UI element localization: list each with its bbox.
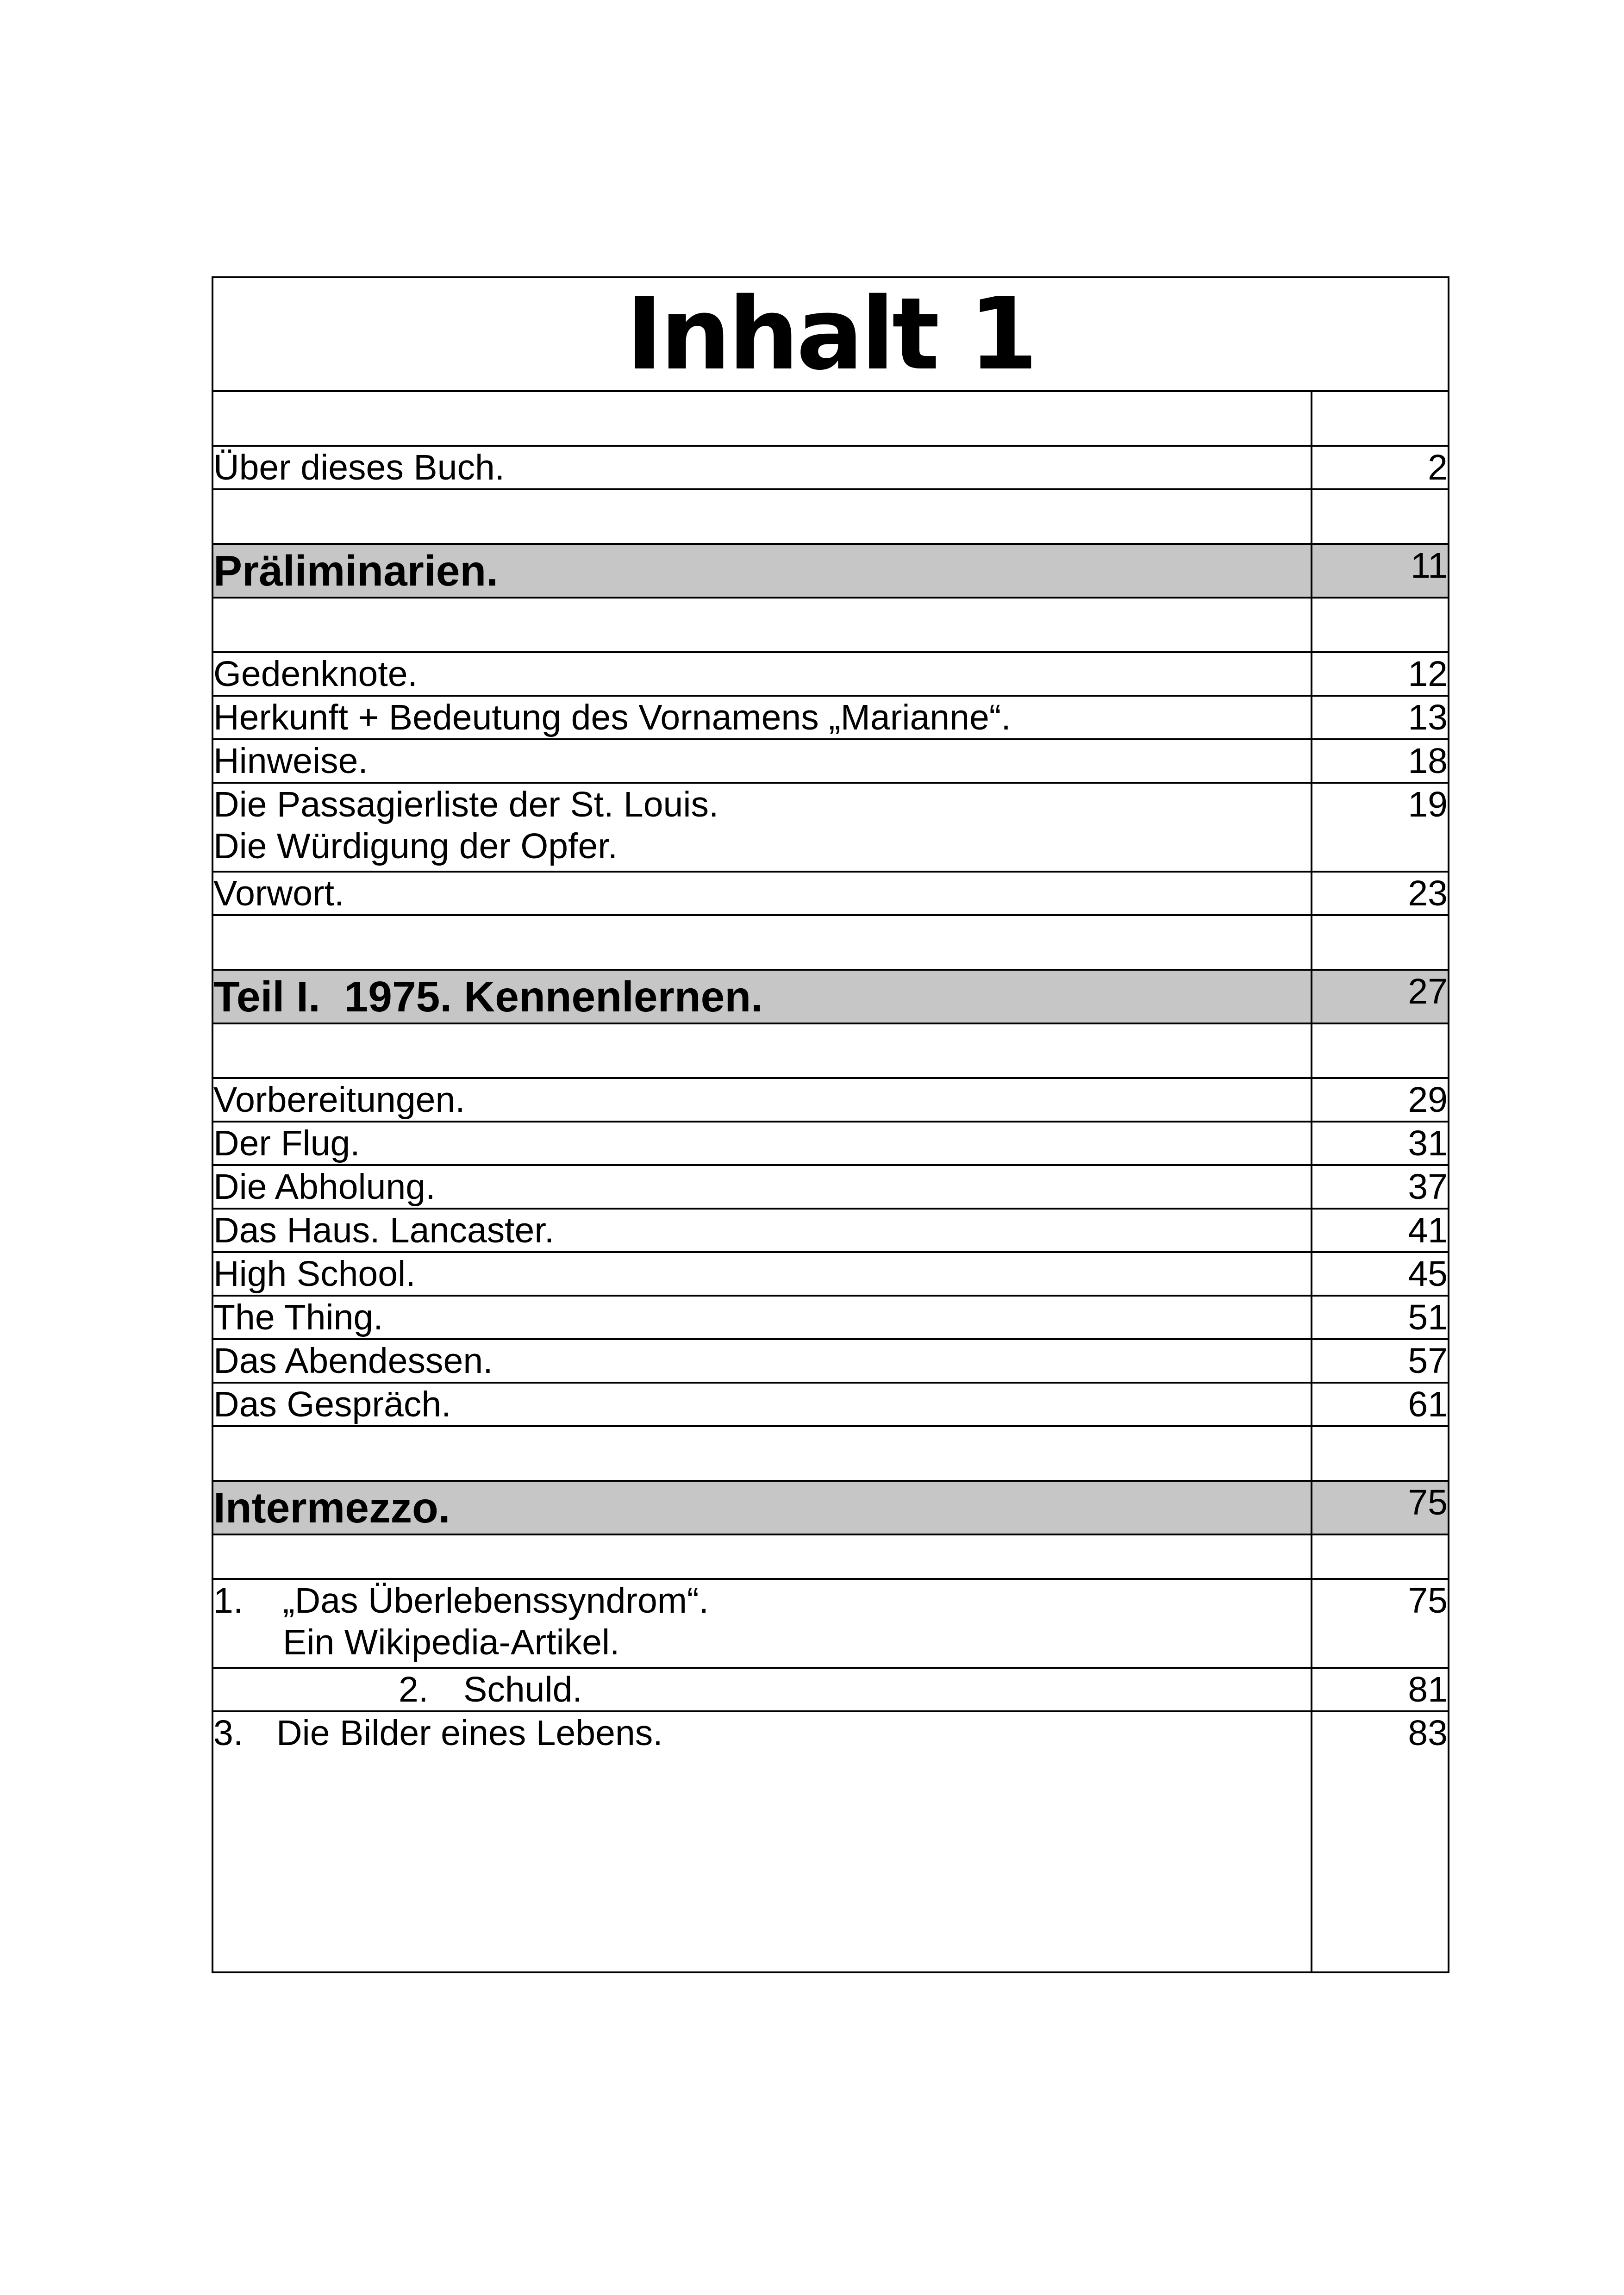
spacer-row bbox=[212, 1426, 1449, 1481]
section-title: Teil I. 1975. Kennenlernen. bbox=[212, 970, 1312, 1023]
entry-title-cell bbox=[212, 1579, 1312, 1668]
entry-title-cell bbox=[212, 1711, 1312, 1972]
section-title: Präliminarien. bbox=[212, 544, 1312, 598]
toc-entry bbox=[212, 696, 1449, 739]
entry-title: Gedenknote. bbox=[212, 652, 1312, 696]
toc-entry bbox=[212, 739, 1449, 783]
page-title: Inhalt 1 bbox=[212, 277, 1449, 391]
entry-title: Über dieses Buch. bbox=[212, 446, 1312, 489]
entry-title: Die Abholung. bbox=[212, 1165, 1312, 1209]
entry-page: 18 bbox=[1312, 739, 1449, 783]
toc-entry bbox=[212, 1579, 1449, 1668]
entry-title: Die Passagierliste der St. Louis. bbox=[213, 785, 719, 824]
entry-title: Hinweise. bbox=[212, 739, 1312, 783]
section-heading bbox=[212, 970, 1449, 1023]
entry-page: 83 bbox=[1312, 1711, 1449, 1972]
entry-title-cell bbox=[212, 783, 1312, 872]
section-page: 11 bbox=[1312, 544, 1449, 598]
toc-entry bbox=[212, 1339, 1449, 1383]
entry-page: 13 bbox=[1312, 696, 1449, 739]
entry-page: 45 bbox=[1312, 1252, 1449, 1296]
toc-entry bbox=[212, 446, 1449, 489]
entry-title-line2: Ein Wikipedia-Artikel. bbox=[283, 1622, 620, 1662]
spacer-row bbox=[212, 915, 1449, 970]
entry-page: 19 bbox=[1312, 783, 1449, 872]
entry-page: 75 bbox=[1312, 1579, 1449, 1668]
entry-page: 23 bbox=[1312, 872, 1449, 915]
entry-title: Vorbereitungen. bbox=[212, 1078, 1312, 1122]
toc-entry bbox=[212, 652, 1449, 696]
toc-entry bbox=[212, 783, 1449, 872]
toc-entry bbox=[212, 1296, 1449, 1339]
entry-page: 37 bbox=[1312, 1165, 1449, 1209]
entry-page: 57 bbox=[1312, 1339, 1449, 1383]
toc-entry bbox=[212, 1165, 1449, 1209]
section-page: 75 bbox=[1312, 1481, 1449, 1534]
toc-entry bbox=[212, 1711, 1449, 1972]
toc-entry bbox=[212, 1122, 1449, 1165]
entry-page: 2 bbox=[1312, 446, 1449, 489]
entry-page: 29 bbox=[1312, 1078, 1449, 1122]
section-page: 27 bbox=[1312, 970, 1449, 1023]
entry-page: 61 bbox=[1312, 1383, 1449, 1426]
entry-title: High School. bbox=[212, 1252, 1312, 1296]
entry-title: The Thing. bbox=[212, 1296, 1312, 1339]
entry-title: Das Gespräch. bbox=[212, 1383, 1312, 1426]
table-of-contents bbox=[212, 276, 1449, 1973]
spacer-row bbox=[212, 598, 1449, 652]
toc-entry bbox=[212, 1668, 1449, 1711]
entry-title: Vorwort. bbox=[212, 872, 1312, 915]
section-heading bbox=[212, 544, 1449, 598]
toc-entry bbox=[212, 1209, 1449, 1252]
entry-title: „Das Überlebenssyndrom“. bbox=[283, 1581, 709, 1621]
toc-entry bbox=[212, 1252, 1449, 1296]
spacer-row bbox=[212, 391, 1449, 446]
entry-title: Das Haus. Lancaster. bbox=[212, 1209, 1312, 1252]
entry-page: 31 bbox=[1312, 1122, 1449, 1165]
entry-page: 81 bbox=[1312, 1668, 1449, 1711]
entry-title-line2: Die Würdigung der Opfer. bbox=[213, 826, 618, 866]
entry-number: 3. bbox=[213, 1713, 244, 1753]
entry-page: 12 bbox=[1312, 652, 1449, 696]
toc-entry bbox=[212, 1383, 1449, 1426]
entry-number: 2. bbox=[399, 1670, 429, 1709]
toc-entry bbox=[212, 1078, 1449, 1122]
section-title: Intermezzo. bbox=[212, 1481, 1312, 1534]
entry-page: 51 bbox=[1312, 1296, 1449, 1339]
spacer-row bbox=[212, 489, 1449, 544]
spacer-row bbox=[212, 1534, 1449, 1579]
entry-title: Das Abendessen. bbox=[212, 1339, 1312, 1383]
toc-entry bbox=[212, 872, 1449, 915]
entry-title: Herkunft + Bedeutung des Vornamens „Marianne“. bbox=[212, 696, 1312, 739]
section-heading bbox=[212, 1481, 1449, 1534]
entry-title-cell bbox=[212, 1668, 1312, 1711]
entry-title: Der Flug. bbox=[212, 1122, 1312, 1165]
entry-number: 1. bbox=[213, 1581, 244, 1621]
entry-title: Schuld. bbox=[463, 1670, 582, 1709]
entry-title: Die Bilder eines Lebens. bbox=[276, 1713, 663, 1753]
spacer-row bbox=[212, 1023, 1449, 1078]
entry-page: 41 bbox=[1312, 1209, 1449, 1252]
